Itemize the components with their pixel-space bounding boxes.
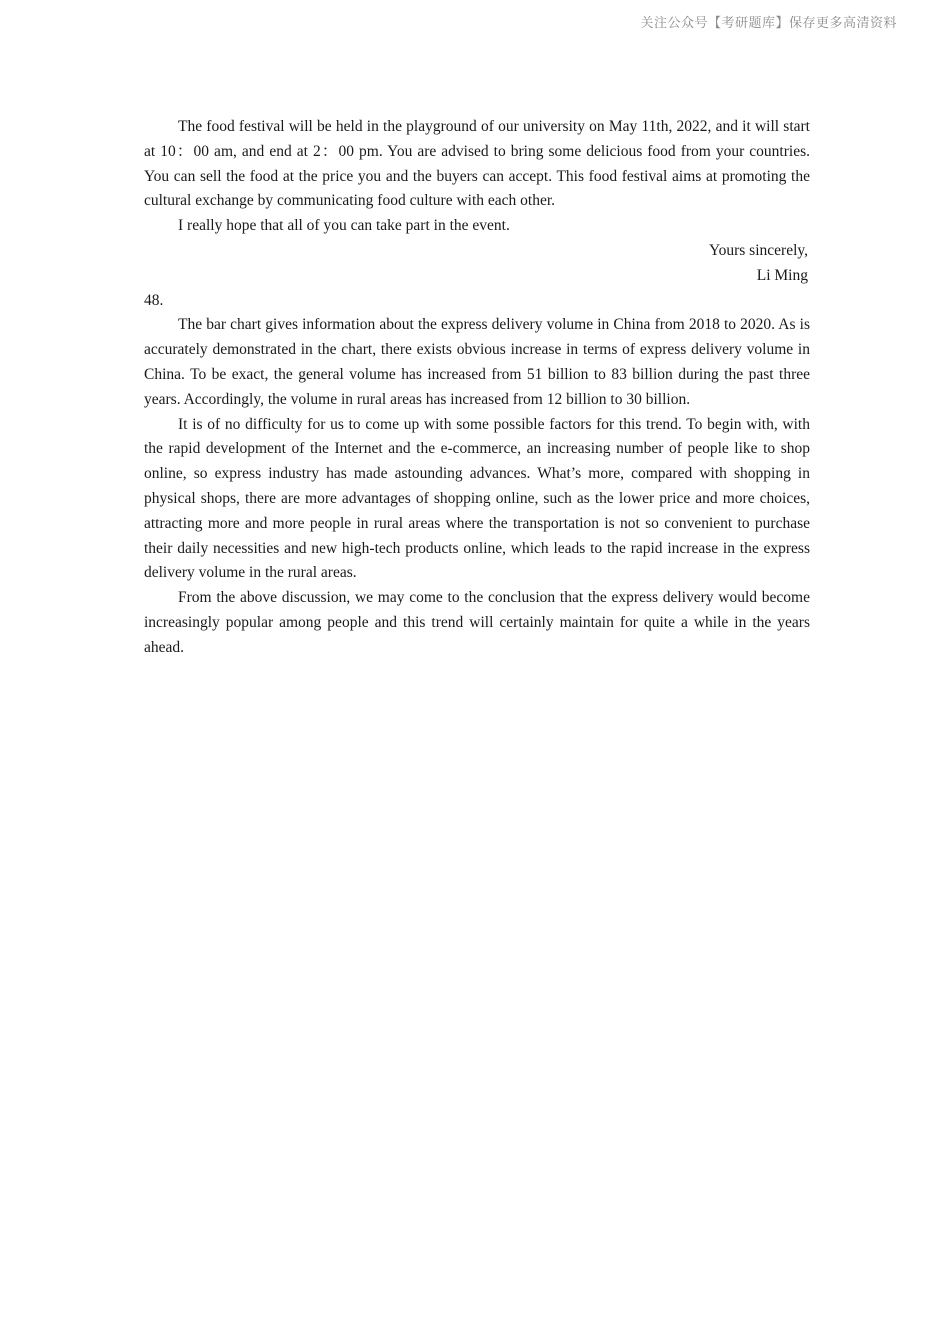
header-watermark: 关注公众号【考研题库】保存更多高清资料 xyxy=(640,16,897,31)
essay-paragraph-3: From the above discussion, we may come to the conclusion that the express delivery would become increasingly popular among people and this trend will certainly maintain for quite a while in the years ahead. xyxy=(144,589,810,656)
document-body xyxy=(144,115,810,661)
question-number: 48. xyxy=(144,291,164,309)
letter-closing: Yours sincerely, xyxy=(708,241,808,259)
essay-paragraph-1: The bar chart gives information about the express delivery volume in China from 2018 to 2020. As is accurately demonstrated in the chart, there exists obvious increase in terms of express delivery volume in China. To be exact, the general volume has increased from 51 billion to 83 billion during the past three years. Accordingly, the volume in rural areas has increased from 12 billion to 30 billion. xyxy=(144,316,810,408)
letter-paragraph-1: The food festival will be held in the playground of our university on May 11th, 2022, and it will start at 10：00 am, and end at 2：00 pm. You are advised to bring some delicious food from your countries. You can sell the food at the price you and the buyers can accept. This food festival aims at promoting the cultural exchange by communicating food culture with each other. xyxy=(144,118,810,210)
letter-signature: Li Ming xyxy=(756,266,808,284)
letter-paragraph-2: I really hope that all of you can take part in the event. xyxy=(178,217,510,235)
essay-paragraph-2: It is of no difficulty for us to come up with some possible factors for this trend. To begin with, with the rapid development of the Internet and the e-commerce, an increasing number of people like to shop online, so express industry has made astounding advances. What’s more, compared with shopping in physical shops, there are more advantages of shopping online, such as the lower price and more choices, attracting more and more people in rural areas where the transportation is not so convenient to purchase their daily necessities and new high-tech products online, which leads to the rapid increase in the express delivery volume in the rural areas. xyxy=(144,415,810,582)
